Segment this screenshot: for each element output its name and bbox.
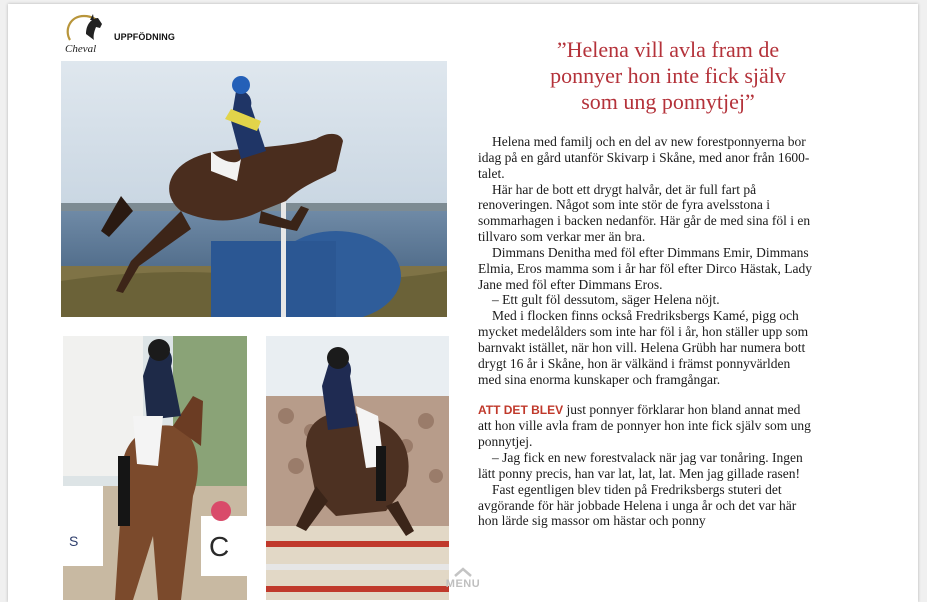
headline-line: ”Helena vill avla fram de (556, 37, 780, 62)
body-paragraph: Med i flocken finns också Fredriksbergs Kamé, pigg och mycket medelålders som inte har föl i år, hon ställer upp som barnvakt istället, när hon vill. Helena Grübh har numera bott drygt 16 år i Skåne, hon är välkänd i främst ponnyvärlden med sina enorma kunskaper och framgångar. (478, 308, 809, 387)
body-paragraph: Fast egentligen blev tiden på Fredriksbergs stuteri det avgörande för här jobbade Helena i unga år och det var här hon lärde sig massor om hästar och ponny (478, 481, 797, 529)
headline-line: ponnyer hon inte fick själv (550, 63, 786, 88)
photo-show-jumping-water (61, 61, 447, 317)
body-paragraph: – Ett gult föl dessutom, säger Helena nöjt. (492, 292, 720, 308)
magazine-page (8, 4, 918, 602)
section2-lead: ATT DET BLEV (478, 402, 564, 417)
menu-button[interactable] (440, 566, 486, 602)
section2-paragraph (478, 402, 814, 451)
body-paragraph: Dimmans Denitha med föl efter Dimmans Emir, Dimmans Elmia, Eros mamma som i år har föl efter Dirco Hästak, Lady Jane med föl efter Dimmans Eros. (478, 244, 813, 292)
logo-text: Cheval (65, 43, 97, 54)
menu-label: MENU (445, 578, 481, 590)
headline-line: som ung ponnytjej” (581, 89, 755, 114)
article-body (478, 134, 814, 529)
svg-text:C: C (209, 531, 230, 562)
photo-dressage-rider (63, 336, 247, 600)
section-label: UPPFÖDNING (114, 32, 176, 42)
section2-first: just ponnyer förklarar hon bland annat med att hon ville avla fram de ponnyer hon inte fick själv som ung ponnytjej. (478, 401, 811, 450)
body-paragraph: – Jag fick en new forestvalack när jag var tonåring. Ingen lätt ponny precis, han var lat, lat, lat. Men jag gillade rasen! (478, 450, 803, 481)
photo-jumping-crowd (266, 336, 449, 600)
horse-head-logo-icon (60, 10, 108, 54)
cheval-logo (60, 10, 108, 54)
svg-text:S: S (69, 533, 79, 549)
body-paragraph: Helena med familj och en del av new forestponnyerna bor idag på en gård utanför Skivarp i Skåne, med anor från 1600-talet. (478, 134, 810, 181)
article-headline (468, 37, 868, 115)
chevron-up-icon (453, 566, 473, 578)
body-paragraph: Här har de bott ett drygt halvår, det är full fart på renoveringen. Något som inte stör de fyra avelsstona i sommarhagen i backen nedanför. Här går de med sina föl i en tillvaro som verkar mer än bra. (478, 181, 811, 245)
